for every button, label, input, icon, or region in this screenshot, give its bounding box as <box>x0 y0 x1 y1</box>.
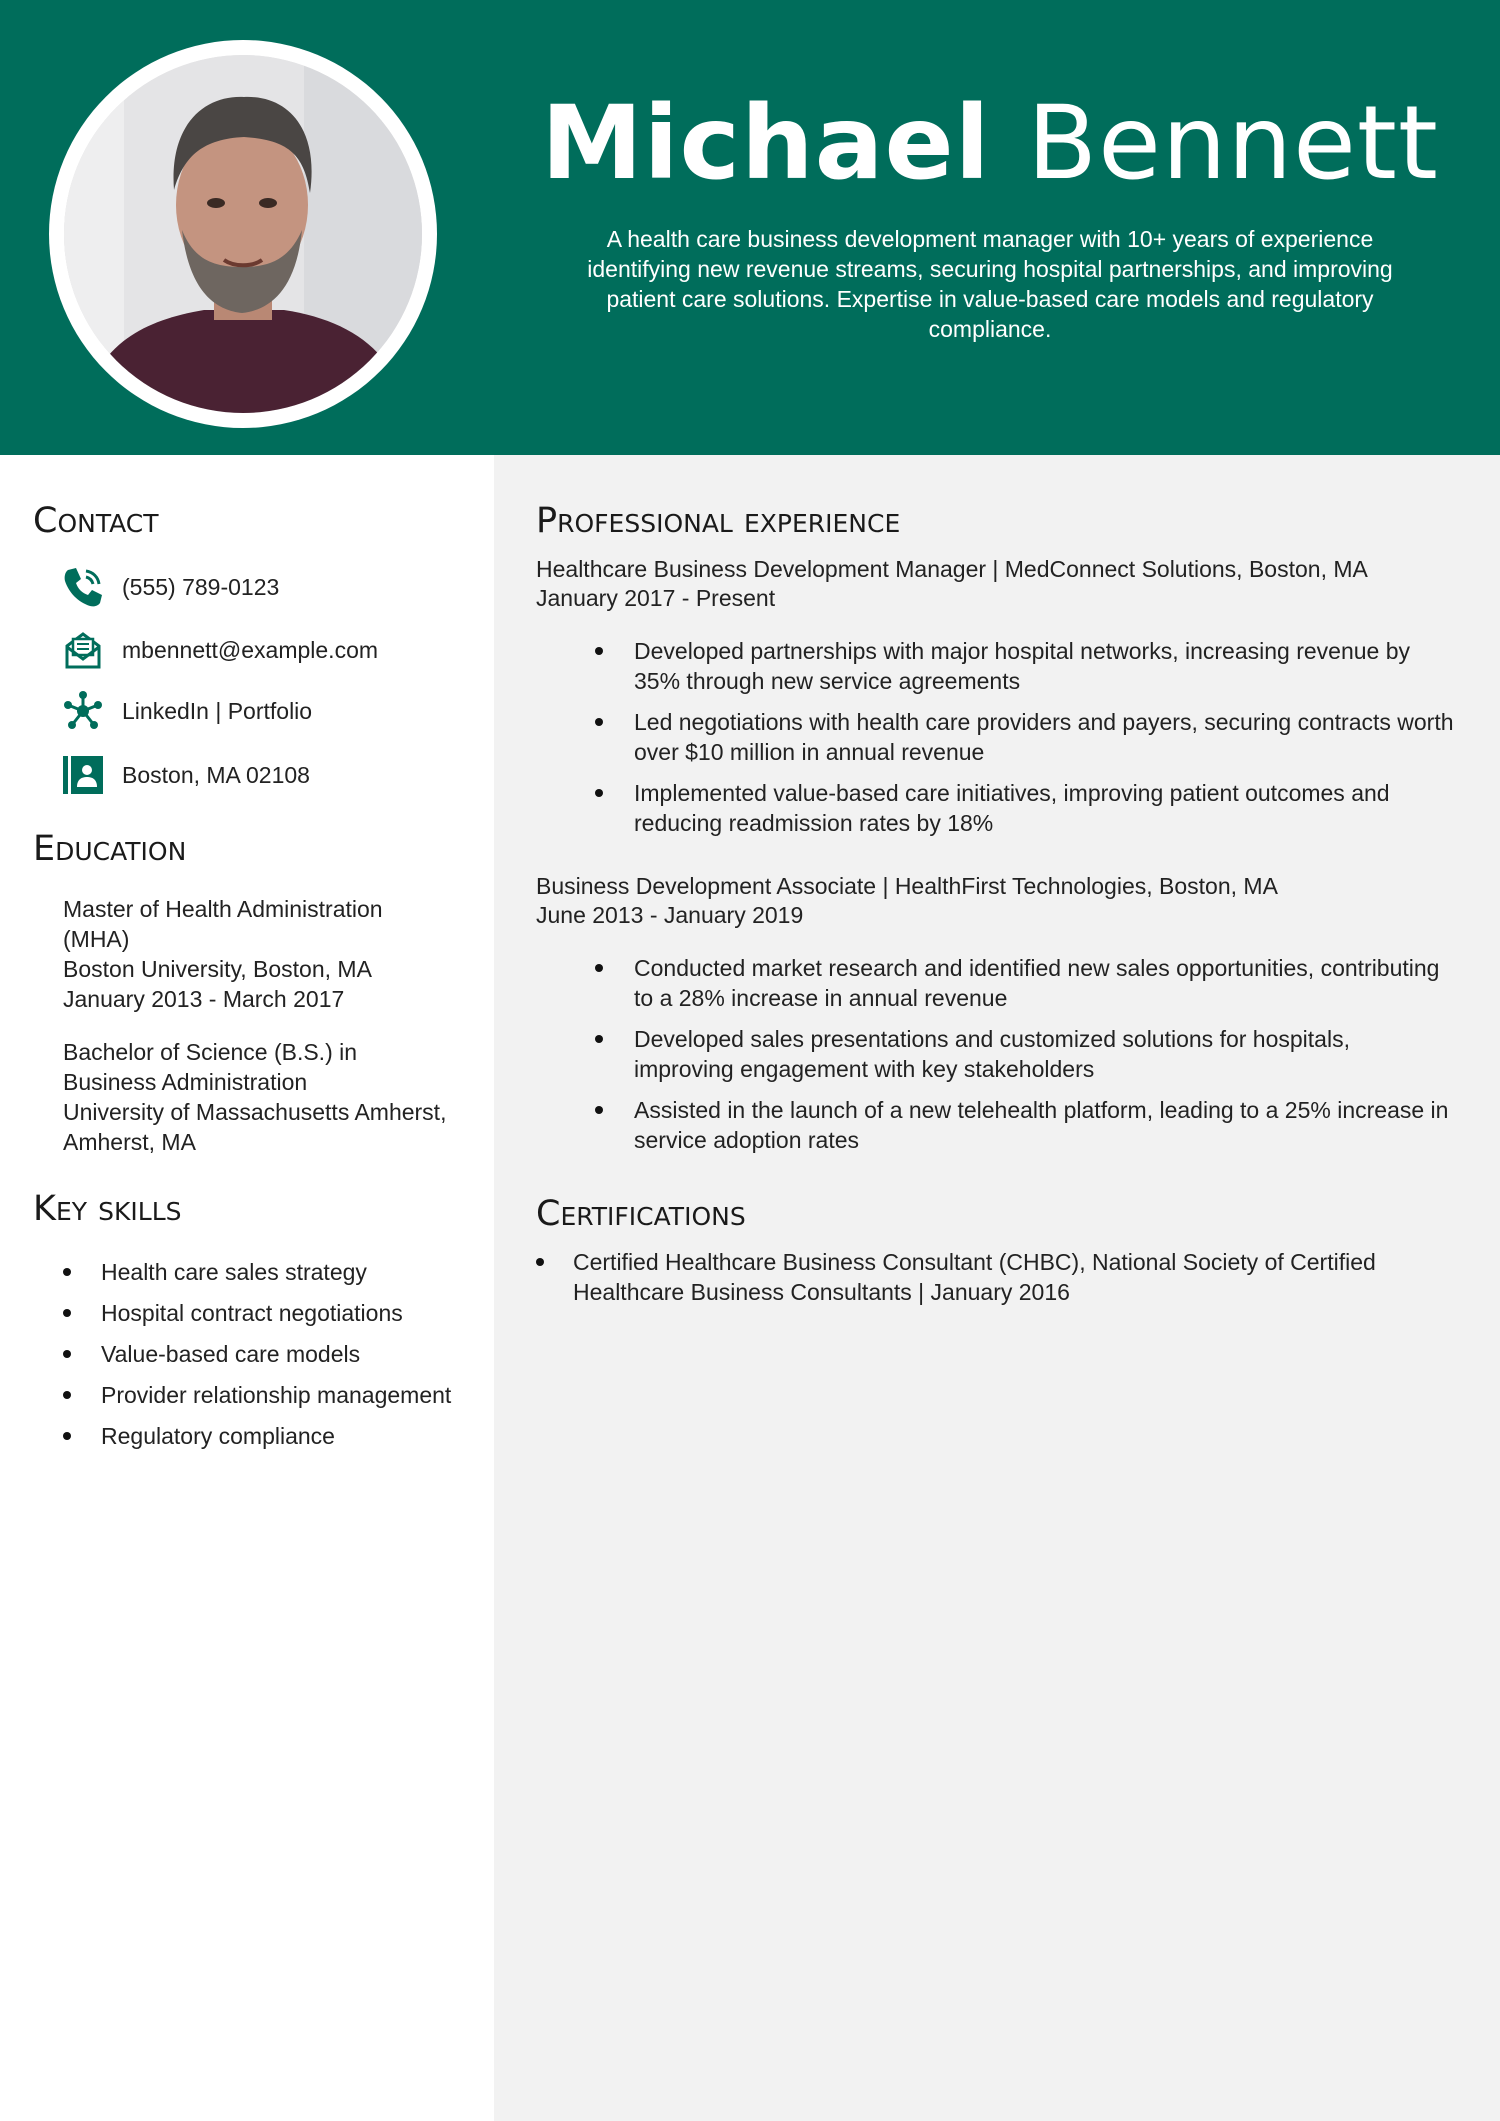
list-item: Health care sales strategy <box>63 1257 451 1287</box>
list-item: Developed sales presentations and customized solutions for hospitals, improving engagement with key stakeholders <box>595 1024 1455 1084</box>
list-item: Provider relationship management <box>63 1380 451 1410</box>
last-name: Bennett <box>1027 84 1439 203</box>
job-title: Healthcare Business Development Manager | MedConnect Solutions, Boston, MA <box>536 556 1368 582</box>
job-dates: January 2017 - Present <box>536 585 776 611</box>
degree: Bachelor of Science (B.S.) in <box>63 1039 358 1065</box>
job-title: Business Development Associate | HealthFirst Technologies, Boston, MA <box>536 873 1278 899</box>
profile-photo <box>64 55 422 413</box>
experience-heading: Professional experience <box>536 501 901 541</box>
degree: Master of Health Administration <box>63 896 383 922</box>
institution: Boston University, Boston, MA <box>63 956 372 982</box>
phone-icon <box>60 565 106 609</box>
skills-list <box>63 1257 451 1462</box>
first-name: Michael <box>541 84 991 203</box>
dates: January 2013 - March 2017 <box>63 986 345 1012</box>
profile-summary: A health care business development manager with 10+ years of experience identifying new revenue streams, securing hospital partnerships, and improving patient care solutions. Expertise in value-based care models and regulatory compliance. <box>587 226 1393 342</box>
email-address[interactable]: mbennett@example.com <box>122 636 379 663</box>
list-item: Assisted in the launch of a new telehealth platform, leading to a 25% increase in service adoption rates <box>595 1095 1455 1155</box>
contact-heading: Contact <box>33 501 159 541</box>
skills-heading: Key skills <box>33 1189 182 1229</box>
contact-phone <box>60 565 279 609</box>
education-entry-1 <box>63 894 483 1014</box>
list-item: Value-based care models <box>63 1339 451 1369</box>
certifications-heading: Certifications <box>536 1194 746 1234</box>
field-of-study: Business Administration <box>63 1069 308 1095</box>
location: Boston, MA 02108 <box>122 761 310 788</box>
job-dates: June 2013 - January 2019 <box>536 902 804 928</box>
address-card-icon <box>60 753 106 797</box>
list-item: Led negotiations with health care providers and payers, securing contracts worth over $10 million in annual revenue <box>595 707 1455 767</box>
profile-photo-frame <box>49 40 437 428</box>
job-1-header <box>536 555 1476 613</box>
job-2-duties <box>595 953 1455 1166</box>
job-2-header <box>536 872 1476 930</box>
list-item: Conducted market research and identified new sales opportunities, contributing to a 28% increase in annual revenue <box>595 953 1455 1013</box>
institution: University of Massachusetts Amherst, <box>63 1099 447 1125</box>
location: Amherst, MA <box>63 1129 196 1155</box>
network-icon <box>60 689 106 733</box>
certifications-list <box>536 1247 1476 1307</box>
email-icon <box>60 628 106 672</box>
degree-abbreviation: (MHA) <box>63 926 130 952</box>
education-entry-2 <box>63 1037 483 1157</box>
contact-links <box>60 689 312 733</box>
profile-links[interactable]: LinkedIn | Portfolio <box>122 697 313 724</box>
list-item: Implemented value-based care initiatives, improving patient outcomes and reducing readmission rates by 18% <box>595 778 1455 838</box>
candidate-name <box>520 86 1460 201</box>
job-1-duties <box>595 636 1455 849</box>
list-item: Developed partnerships with major hospital networks, increasing revenue by 35% through new service agreements <box>595 636 1455 696</box>
header-banner <box>0 0 1500 455</box>
contact-address <box>60 753 310 797</box>
contact-email <box>60 628 378 672</box>
education-heading: Education <box>33 829 187 869</box>
list-item: Regulatory compliance <box>63 1421 451 1451</box>
list-item: Hospital contract negotiations <box>63 1298 451 1328</box>
phone-number: (555) 789-0123 <box>122 573 280 600</box>
list-item: Certified Healthcare Business Consultant (CHBC), National Society of Certified Healthcare Business Consultants | January 2016 <box>536 1247 1476 1307</box>
